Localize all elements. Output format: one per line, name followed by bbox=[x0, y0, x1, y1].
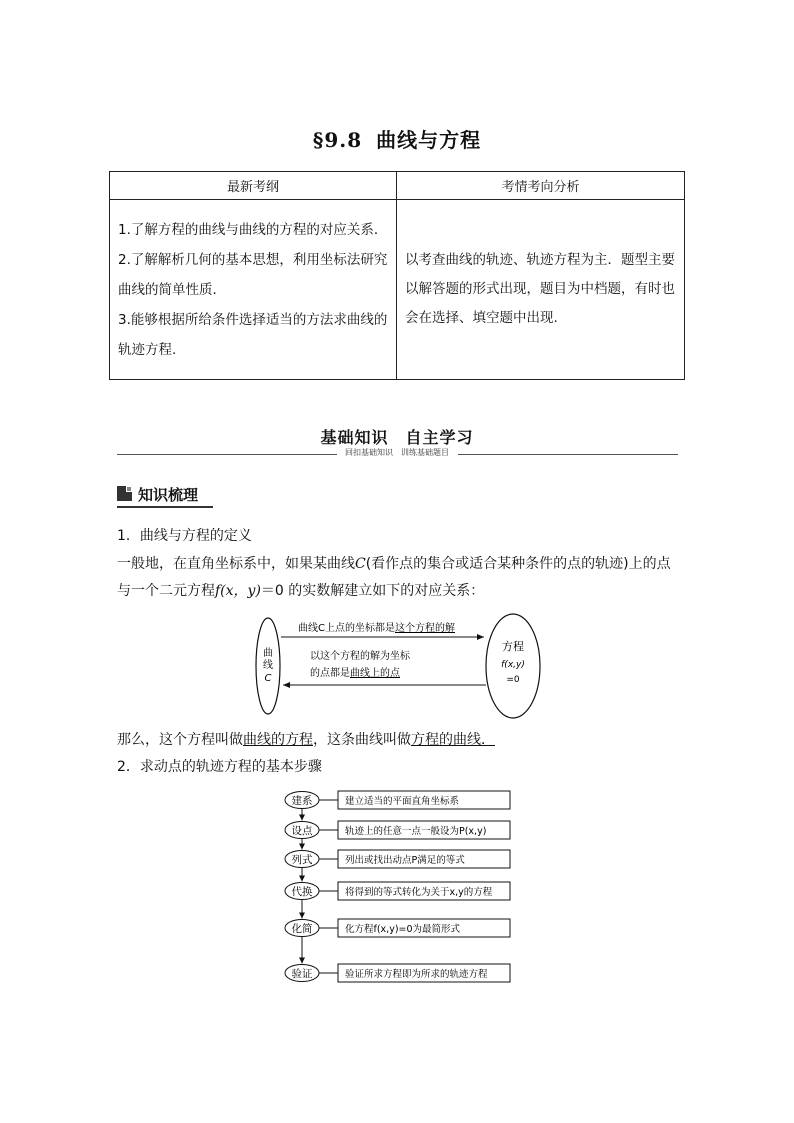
step-text: 建立适当的平面直角坐标系 bbox=[345, 796, 460, 807]
step-text: 将得到的等式转化为关于x,y的方程 bbox=[345, 887, 493, 898]
equation-label: =0 bbox=[506, 675, 520, 685]
outline-item: 2.了解解析几何的基本思想，利用坐标法研究曲线的简单性质． bbox=[118, 251, 388, 298]
item2-heading: 2．求动点的轨迹方程的基本步骤 bbox=[117, 759, 322, 775]
bottom-arrow-label-1: 以这个方程的解为坐标 bbox=[310, 651, 410, 662]
section-heading: 基础知识 自主学习 bbox=[320, 428, 474, 447]
step-text: 列出或找出动点P满足的等式 bbox=[345, 855, 465, 866]
curve-label: 线 bbox=[263, 660, 273, 671]
item1-paragraph-line2: 与一个二元方程f(x，y)＝0 的实数解建立如下的对应关系： bbox=[117, 583, 485, 599]
step-label: 化简 bbox=[291, 923, 313, 935]
curve-label: C bbox=[264, 673, 272, 684]
top-arrow-label: 曲线C上点的坐标都是这个方程的解 bbox=[298, 623, 455, 634]
item1-paragraph-line1: 一般地，在直角坐标系中，如果某曲线C(看作点的集合或适合某种条件的点的轨迹)上的点 bbox=[117, 556, 671, 572]
step-label: 设点 bbox=[291, 825, 313, 837]
analysis-text: 以考查曲线的轨迹、轨迹方程为主．题型主要以解答题的形式出现，题目为中档题，有时也会在选择、填空题中出现. bbox=[397, 200, 685, 380]
correspondence-diagram bbox=[250, 612, 550, 722]
bottom-arrow-label-2: 的点都是曲线上的点 bbox=[310, 668, 400, 679]
equation-label: f(x,y) bbox=[501, 660, 525, 670]
outline-item: 1.了解方程的曲线与曲线的方程的对应关系． bbox=[118, 221, 388, 238]
curve-label: 曲 bbox=[263, 648, 273, 659]
item1-conclusion: 那么，这个方程叫做曲线的方程，这条曲线叫做方程的曲线． bbox=[117, 732, 495, 748]
step-text: 轨迹上的任意一点一般设为P(x,y) bbox=[345, 826, 487, 837]
step-text: 验证所求方程即为所求的轨迹方程 bbox=[345, 969, 488, 980]
analysis-header: 考情考向分析 bbox=[397, 172, 685, 200]
step-label: 建系 bbox=[291, 795, 313, 807]
knowledge-title: 知识梳理 bbox=[138, 486, 199, 504]
outline-header: 最新考纲 bbox=[110, 172, 397, 200]
square-bullet-icon bbox=[117, 486, 132, 501]
page-title bbox=[0, 124, 794, 153]
step-text: 化方程f(x,y)=0为最简形式 bbox=[345, 924, 461, 935]
equation-label: 方程 bbox=[502, 640, 524, 653]
steps-flowchart bbox=[278, 786, 518, 986]
step-label: 代换 bbox=[291, 886, 313, 898]
knowledge-underline bbox=[117, 506, 213, 508]
outline-item: 3.能够根据所给条件选择适当的方法求曲线的轨迹方程. bbox=[118, 311, 388, 358]
section-title: 曲线与方程 bbox=[376, 128, 482, 152]
item1-heading: 1．曲线与方程的定义 bbox=[117, 528, 252, 544]
section-number: §9.8 bbox=[312, 128, 363, 152]
outline-table bbox=[109, 171, 685, 380]
step-label: 列式 bbox=[291, 854, 313, 866]
outline-items bbox=[110, 200, 397, 380]
step-label: 验证 bbox=[291, 968, 313, 980]
section-subtitle: 回扣基础知识 训练基础题目 bbox=[0, 447, 794, 458]
